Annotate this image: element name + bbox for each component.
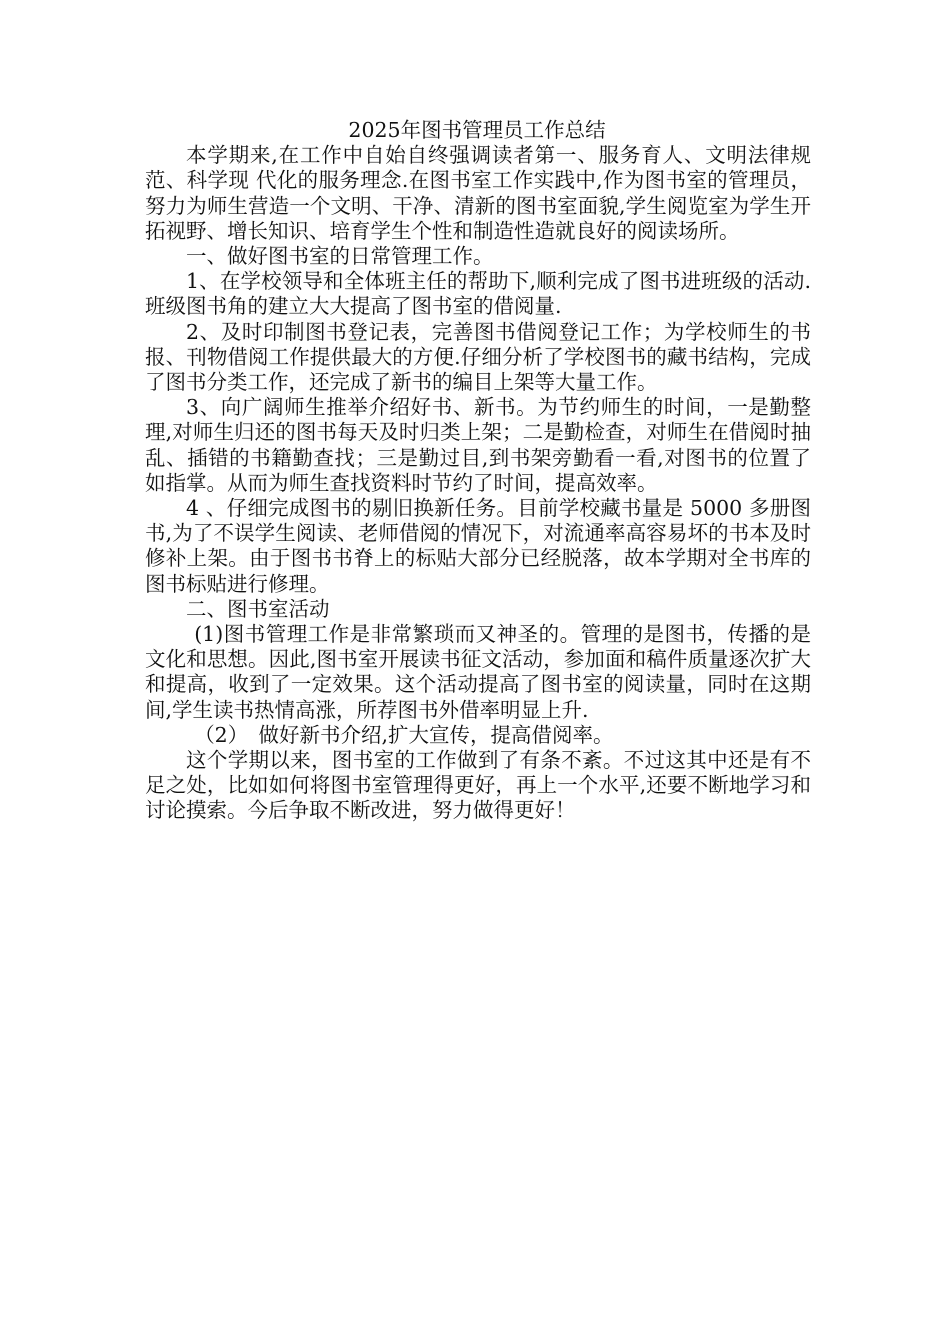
section-heading-1: 一、做好图书室的日常管理工作。 [186, 244, 494, 269]
paragraph-conclusion: 这个学期以来，图书室的工作做到了有条不紊。不过这其中还是有不足之处，比如如何将图书室管理得更好，再上一个水平,还要不断地学习和讨论摸索。今后争取不断改进，努力做得更好！ [145, 748, 811, 823]
paragraph-activity-2: （2） 做好新书介绍,扩大宣传，提高借阅率。 [194, 722, 614, 747]
paragraph-item-2: 2、及时印制图书登记表，完善图书借阅登记工作；为学校师生的书报、刊物借阅工作提供最大的方便.仔细分析了学校图书的藏书结构，完成了图书分类工作，还完成了新书的编目上架等大量工作。 [145, 319, 811, 395]
paragraph-intro: 本学期来,在工作中自始自终强调读者第一、服务育人、文明法律规范、科学现 代化的服务理念.在图书室工作实践中,作为图书室的管理员，努力为师生营造一个文明、干净、清新的图书室面貌,学生阅览室为学生开拓视野、增长知识、培育学生个性和制造性造就良好的阅读场所。 [145, 143, 811, 243]
paragraph-item-3: 3、向广阔师生推举介绍好书、新书。为节约师生的时间，一是勤整理,对师生归还的图书每天及时归类上架；二是勤检查，对师生在借阅时抽乱、插错的书籍勤查找；三是勤过目,到书架旁勤看一看,对图书的位置了如指掌。从而为师生查找资料时节约了时间，提高效率。 [145, 395, 811, 495]
paragraph-activity-1: (1)图书管理工作是非常繁琐而又神圣的。管理的是图书，传播的是文化和思想。因此,图书室开展读书征文活动，参加面和稿件质量逐次扩大和提高，收到了一定效果。这个活动提高了图书室的阅读量，同时在这期间,学生读书热情高涨，所荐图书外借率明显上升. [145, 622, 811, 722]
paragraph-item-4: 4 、仔细完成图书的剔旧换新任务。目前学校藏书量是 5000 多册图书,为了不误学生阅读、老师借阅的情况下，对流通率高容易坏的书本及时修补上架。由于图书书脊上的标贴大部分已经脱落，故本学期对全书库的图书标贴进行修理。 [145, 496, 811, 596]
section-heading-2: 二、图书室活动 [186, 596, 330, 621]
paragraph-item-1: 1、在学校领导和全体班主任的帮助下,顺利完成了图书进班级的活动.班级图书角的建立大大提高了图书室的借阅量. [145, 269, 811, 319]
document-title: 2025年图书管理员工作总结 [348, 118, 606, 142]
document-page [145, 118, 811, 824]
